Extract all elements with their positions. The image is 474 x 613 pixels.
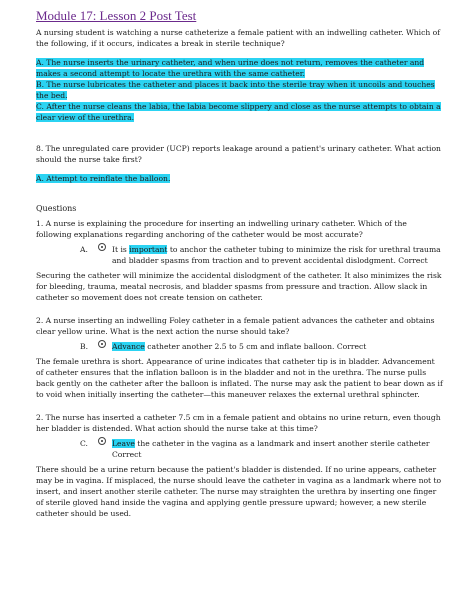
radio-selected-icon[interactable] xyxy=(98,243,106,251)
question-2-answer xyxy=(80,341,444,352)
question-3-letter: C. xyxy=(80,439,88,448)
page-title: Module 17: Lesson 2 Post Test xyxy=(36,8,197,23)
question-1: 1. A nurse is explaining the procedure for inserting an indwelling urinary catheter. Which of the following explanations regarding anchoring of the catheter would be most accurate? xyxy=(36,219,407,239)
question-3-rationale: There should be a urine return because the patient's bladder is distended. If no urine appears, catheter may be in vagina. If misplaced, the nurse should leave the catheter in vagina as a landmark where not to insert, and insert another sterile catheter. The nurse may straighten the urethra by inserting one finger of sterile gloved hand inside the vagina and applying gentle pressure upward; however, a new sterile catheter should be used. xyxy=(36,465,442,518)
question-3-answer xyxy=(80,438,444,460)
question-3: 2. The nurse has inserted a catheter 7.5 cm in a female patient and obtains no urine return, even though her bladder is distended. What action should the nurse take at this time? xyxy=(36,413,441,433)
intro-question: A nursing student is watching a nurse catheterize a female patient with an indwelling catheter. Which of the following, if it occurs, indicates a break in sterile technique? xyxy=(36,28,441,48)
question-2-answer-text xyxy=(112,341,444,352)
questions-heading: Questions xyxy=(36,204,77,213)
question-1-letter: A. xyxy=(80,245,88,254)
intro-answer-c-text: C. After the nurse cleans the labia, the labia become slippery and close as the nurse attempts to obtain a clear view of the urethra. xyxy=(36,102,441,122)
question-1-rationale: Securing the catheter will minimize the accidental dislodgment of the catheter. It also minimizes the risk for bleeding, trauma, meatal necrosis, and bladder spasms from pressure and traction. Allow slack in catheter so movement does not create tension on catheter. xyxy=(36,271,442,302)
intro-answer-a xyxy=(36,57,444,79)
intro-answer-b-text: B. The nurse lubricates the catheter and places it back into the sterile tray when it uncoils and touches the bed. xyxy=(36,80,435,100)
radio-selected-icon[interactable] xyxy=(98,437,106,445)
question-3-answer-text xyxy=(112,438,444,460)
question-8-answer xyxy=(36,173,444,184)
answer-highlight: Leave xyxy=(112,439,135,448)
answer-lead: It is xyxy=(112,245,130,254)
intro-answer-b xyxy=(36,79,444,101)
answer-rest: the catheter in the vagina as a landmark and insert another sterile catheter Correct xyxy=(112,439,430,459)
question-2-rationale: The female urethra is short. Appearance of urine indicates that catheter tip is in bladder. Advancement of catheter ensures that the inflation balloon is in the bladder and not in the urethra. The nurse pulls back gently on the catheter after the balloon is inflated. The nurse may ask the patient to bear down as if to void when initially inserting the catheter—this maneuver relaxes the external urethral sphincter. xyxy=(36,357,443,399)
answer-rest: to anchor the catheter tubing to minimize the risk for urethral trauma and bladder spasms from traction and to prevent accidental dislodgment. Correct xyxy=(112,245,441,265)
intro-answer-a-text: A. The nurse inserts the urinary catheter, and when urine does not return, removes the catheter and makes a second attempt to locate the urethra with the same catheter. xyxy=(36,58,425,78)
answer-highlight: important xyxy=(129,245,168,254)
question-2: 2. A nurse inserting an indwelling Foley catheter in a female patient advances the catheter and obtains clear yellow urine. What is the next action the nurse should take? xyxy=(36,316,435,336)
question-8-answer-text: A. Attempt to reinflate the balloon. xyxy=(36,174,171,183)
question-1-answer xyxy=(80,244,444,266)
intro-answer-c xyxy=(36,101,444,123)
question-1-answer-text xyxy=(112,244,444,266)
answer-highlight: Advance xyxy=(112,342,145,351)
answer-rest: catheter another 2.5 to 5 cm and inflate balloon. Correct xyxy=(144,342,367,351)
question-2-letter: B. xyxy=(80,342,88,351)
question-8: 8. The unregulated care provider (UCP) reports leakage around a patient's urinary catheter. What action should the nurse take first? xyxy=(36,144,441,164)
radio-selected-icon[interactable] xyxy=(98,340,106,348)
